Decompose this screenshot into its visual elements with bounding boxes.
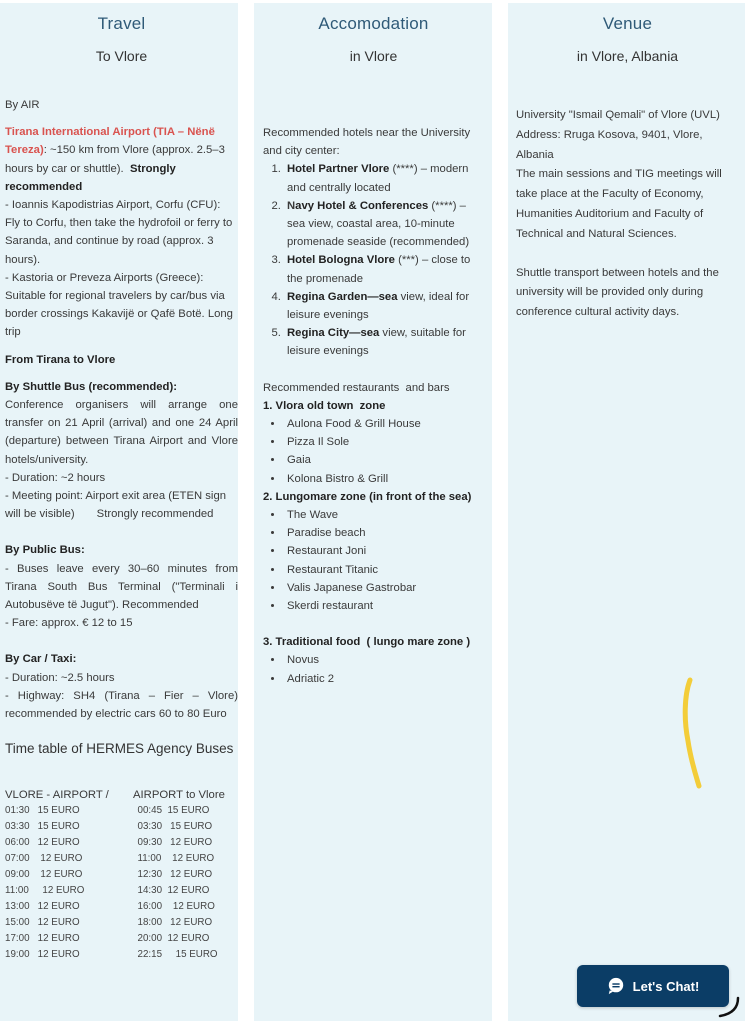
chat-bubble-icon: [607, 977, 625, 995]
timetable-row: [5, 931, 238, 947]
venue-shuttle: Shuttle transport between hotels and the university will be provided only during conference cultural activity days.: [516, 266, 719, 319]
timetable-departure-airport: 12:30 12 EURO: [137, 869, 213, 881]
from-tirana-heading: From Tirana to Vlore: [5, 353, 116, 366]
timetable-header-right: AIRPORT to Vlore: [133, 789, 225, 802]
hotel-description: view, suitable for leisure evenings: [287, 327, 466, 358]
restaurant-item: • Restaurant Joni: [284, 542, 484, 560]
timetable-title: Time table of HERMES Agency Buses: [5, 741, 234, 757]
venue-subtitle: in Vlore, Albania: [576, 48, 679, 64]
timetable-row: [5, 947, 238, 963]
timetable-row: [5, 883, 238, 899]
hotel-description: (****) – modern and centrally located: [287, 163, 469, 194]
timetable-departure-airport: 18:00 12 EURO: [137, 917, 213, 929]
timetable-header-left: VLORE - AIRPORT /: [5, 789, 109, 802]
timetable-departure-vlore: 07:00 12 EURO: [5, 853, 83, 865]
timetable-departure-vlore: 06:00 12 EURO: [5, 837, 80, 849]
restaurant-item: • Paradise beach: [284, 524, 484, 542]
hotel-name: Hotel Partner Vlore: [287, 163, 390, 176]
hotel-name: Hotel Bologna Vlore: [287, 254, 395, 267]
restaurant-item: • Aulona Food & Grill House: [284, 415, 484, 433]
hotel-name-prefix: N: [287, 199, 296, 212]
by-air-label: By AIR: [5, 99, 40, 111]
restaurant-zone-heading: 1. Vlora old town zone: [263, 399, 386, 412]
swipe-gesture-trail: [678, 676, 708, 791]
venue-sessions: The main sessions and TIG meetings will take place at the Faculty of Economy, Humanities Auditorium and Faculty of Technical and Natural Sciences.: [516, 168, 722, 240]
car-duration: - Duration: ~2.5 hours: [5, 671, 115, 684]
tia-paragraph: [5, 123, 238, 196]
timetable-departure-airport: 14:30 12 EURO: [137, 885, 210, 897]
timetable-row: [5, 867, 238, 883]
timetable-row: [5, 851, 238, 867]
restaurant-item: • Kolona Bistro & Grill: [284, 470, 484, 488]
hotel-name: Regina Garden—sea: [287, 290, 398, 303]
travel-title: Travel: [97, 14, 146, 33]
timetable-departure-vlore: 01:30 15 EURO: [5, 805, 80, 817]
shuttle-meeting: - Meeting point: Airport exit area (ETEN sign will be visible) Strongly recommended: [5, 490, 230, 521]
timetable-departure-vlore: 03:30 15 EURO: [5, 821, 80, 833]
venue-address: Address: Rruga Kosova, 9401, Vlore, Albania: [516, 128, 703, 161]
hotel-name: avy Hotel & Conferences: [295, 199, 429, 212]
venue-title: Venue: [602, 14, 653, 33]
timetable-row: [5, 899, 238, 915]
restaurant-list: [263, 651, 484, 687]
public-bus-fare: - Fare: approx. € 12 to 15: [5, 617, 133, 630]
restaurant-list: [263, 415, 484, 488]
hotels-intro: Recommended hotels near the University and city center:: [263, 127, 471, 158]
venue-column: [508, 3, 745, 1021]
restaurant-item: • Pizza Il Sole: [284, 433, 484, 451]
hotel-name: Regina City—sea: [287, 327, 380, 340]
restaurant-item: • Gaia: [284, 451, 484, 469]
restaurant-list: [263, 506, 484, 615]
timetable-departure-vlore: 17:00 12 EURO: [5, 933, 80, 945]
hotel-item: [284, 324, 484, 360]
lets-chat-label: Let's Chat!: [632, 978, 700, 994]
hotel-description: (****) – sea view, coastal area, 10-minute promenade seaside (recommended): [287, 199, 470, 249]
restaurant-zone-heading: 2. Lungomare zone (in front of the sea): [263, 490, 472, 503]
accommodation-column: [254, 3, 492, 1021]
restaurant-item: • Novus: [284, 651, 484, 669]
timetable-departure-vlore: 11:00 12 EURO: [5, 885, 85, 897]
hotel-item: [284, 197, 484, 252]
timetable-departure-airport: 20:00 12 EURO: [137, 933, 210, 945]
timetable-departure-vlore: 15:00 12 EURO: [5, 917, 80, 929]
timetable-departure-vlore: 09:00 12 EURO: [5, 869, 83, 881]
restaurant-item: • Skerdi restaurant: [284, 597, 484, 615]
restaurant-item: • Valis Japanese Gastrobar: [284, 579, 484, 597]
restaurants-intro: Recommended restaurants and bars: [263, 381, 450, 394]
restaurant-item: • Restaurant Titanic: [284, 561, 484, 579]
shuttle-heading: By Shuttle Bus (recommended):: [5, 380, 177, 393]
car-heading: By Car / Taxi:: [5, 653, 77, 666]
timetable-departure-vlore: 13:00 12 EURO: [5, 901, 80, 913]
accommodation-title: Accomodation: [318, 14, 429, 33]
shuttle-duration: - Duration: ~2 hours: [5, 471, 106, 484]
car-highway: - Highway: SH4 (Tirana – Fier – Vlore) recommended by electric cars 60 to 80 Euro: [5, 689, 238, 721]
hotel-item: [284, 160, 484, 196]
restaurant-item: • Adriatic 2: [284, 670, 484, 688]
timetable-row: [5, 819, 238, 835]
hotel-description: (***) – close to the promenade: [287, 254, 471, 285]
lets-chat-button[interactable]: [577, 965, 729, 1007]
corfu-info: - Ioannis Kapodistrias Airport, Corfu (CFU): Fly to Corfu, then take the hydrofoil or ferry to Saranda, and continue by road (approx. 3 hours).: [5, 199, 233, 266]
tia-desc: : ~150 km from Vlore (approx. 2.5–3 hours by car or shuttle).: [5, 144, 225, 175]
timetable-departure-airport: 11:00 12 EURO: [137, 853, 215, 865]
timetable: [5, 803, 238, 963]
restaurant-zone-heading: 3. Traditional food ( lungo mare zone ): [263, 636, 471, 649]
hotel-description: view, ideal for leisure evenings: [287, 290, 470, 322]
hotel-item: [284, 251, 484, 287]
travel-column: [0, 3, 238, 1021]
restaurant-item: • The Wave: [284, 506, 484, 524]
timetable-departure-airport: 09:30 12 EURO: [137, 837, 213, 849]
public-bus-heading: By Public Bus:: [5, 544, 85, 557]
hotel-item: [284, 288, 484, 324]
tia-name: Tirana International Airport (TIA – Nënë Tereza): [5, 126, 215, 157]
hotels-list: [263, 160, 484, 360]
restaurant-zones: [263, 397, 484, 688]
timetable-departure-airport: 16:00 12 EURO: [137, 901, 215, 913]
timetable-departure-airport: 00:45 15 EURO: [137, 805, 210, 817]
timetable-header: [5, 787, 238, 803]
corner-resize-icon: [718, 996, 742, 1020]
timetable-row: [5, 803, 238, 819]
timetable-departure-airport: 22:15 15 EURO: [137, 949, 218, 961]
accommodation-subtitle: in Vlore: [349, 48, 398, 64]
shuttle-desc: Conference organisers will arrange one transfer on 21 April (arrival) and one 24 April (departure) between Tirana Airport and Vlore hotels/university.: [5, 399, 238, 466]
timetable-row: [5, 915, 238, 931]
kastoria-info: - Kastoria or Preveza Airports (Greece): Suitable for regional travelers by car/bus via border crossings Kakavijë or Qafë Botë. Long trip: [5, 271, 233, 339]
tia-recommend: Strongly recommended: [5, 162, 176, 193]
public-bus-desc: - Buses leave every 30–60 minutes from Tirana South Bus Terminal ("Terminali i Autobusëve të Jugut"). Recommended: [5, 562, 238, 612]
venue-university: University "Ismail Qemali" of Vlore (UVL): [516, 109, 720, 121]
timetable-departure-airport: 03:30 15 EURO: [137, 821, 213, 833]
timetable-row: [5, 835, 238, 851]
travel-subtitle: To Vlore: [95, 48, 148, 64]
timetable-departure-vlore: 19:00 12 EURO: [5, 949, 80, 961]
